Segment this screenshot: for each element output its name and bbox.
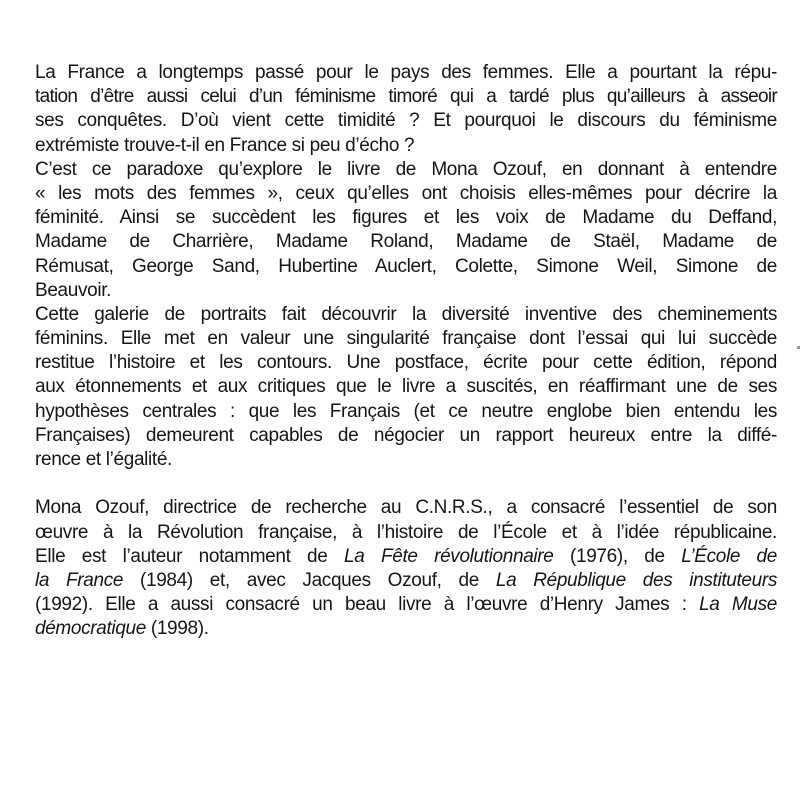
text-line: tation d’être aussi celui d’un féminisme timoré qui a tardé plus qu’ailleurs à asseoir <box>35 86 777 108</box>
text-line: Françaises) demeurent capables de négocier un rapport heureux entre la diffé- <box>35 424 777 446</box>
text-line: Madame de Charrière, Madame Roland, Madame de Staël, Madame de <box>35 231 777 253</box>
book-title: démocratique <box>35 618 146 640</box>
paragraph-gap <box>35 472 777 496</box>
text-line: Cette galerie de portraits fait découvrir la diversité inventive des cheminements <box>35 303 777 325</box>
bio-line <box>35 617 777 641</box>
book-title: La République des instituteurs <box>495 569 777 591</box>
gallery-paragraph <box>35 303 777 472</box>
bio-line <box>35 569 777 593</box>
text-line: féminité. Ainsi se succèdent les figures et les voix de Madame du Deffand, <box>35 207 777 229</box>
text-line: aux étonnements et aux critiques que le livre a suscités, en réaffirmant une de ses <box>35 376 777 398</box>
text-line: Rémusat, George Sand, Hubertine Auclert, Colette, Simone Weil, Simone de <box>35 255 777 277</box>
author-bio <box>35 496 777 641</box>
bio-text: (1984) et, avec Jacques Ozouf, de <box>123 569 496 591</box>
book-title: L’École de <box>681 545 777 567</box>
bio-text: Elle est l’auteur notamment de <box>35 545 345 567</box>
text-line: extrémiste trouve-t-il en France si peu d’écho ? <box>35 134 415 156</box>
text-line: ses conquêtes. D’où vient cette timidité ? Et pourquoi le discours du féminisme <box>35 110 777 132</box>
bio-line <box>35 593 777 617</box>
text-line: hypothèses centrales : que les Français (et ce neutre englobe bien entendu les <box>35 400 777 422</box>
bio-line: Mona Ozouf, directrice de recherche au C.N.R.S., a consacré l’essentiel de son <box>35 497 777 519</box>
text-line: Beauvoir. <box>35 279 112 301</box>
text-line: C’est ce paradoxe qu’explore le livre de Mona Ozouf, en donnant à entendre <box>35 158 777 180</box>
intro-paragraph <box>35 61 777 158</box>
bio-text: (1976), de <box>553 545 682 567</box>
paradox-paragraph <box>35 158 777 303</box>
text-line: rence et l’égalité. <box>35 449 172 470</box>
bio-line: œuvre à la Révolution française, à l’histoire de l’École et à l’idée républicaine. <box>35 521 777 543</box>
text-block <box>35 61 777 642</box>
bio-line <box>35 545 777 569</box>
bio-text: (1998). <box>145 618 209 640</box>
bio-text: (1992). Elle a aussi consacré un beau livre à l’œuvre d’Henry James : <box>35 594 700 616</box>
book-title: La Muse <box>699 594 777 616</box>
text-line: « les mots des femmes », ceux qu’elles ont choisis elles-mêmes pour décrire la <box>35 182 777 204</box>
text-line: restitue l’histoire et les contours. Une postface, écrite pour cette édition, répond <box>35 352 777 374</box>
text-line: féminins. Elle met en valeur une singularité française dont l’essai qui lui succède <box>35 328 777 350</box>
text-line: La France a longtemps passé pour le pays des femmes. Elle a pourtant la répu- <box>35 62 777 83</box>
book-title: la France <box>35 569 124 591</box>
book-title: La Fête révolutionnaire <box>344 545 554 567</box>
